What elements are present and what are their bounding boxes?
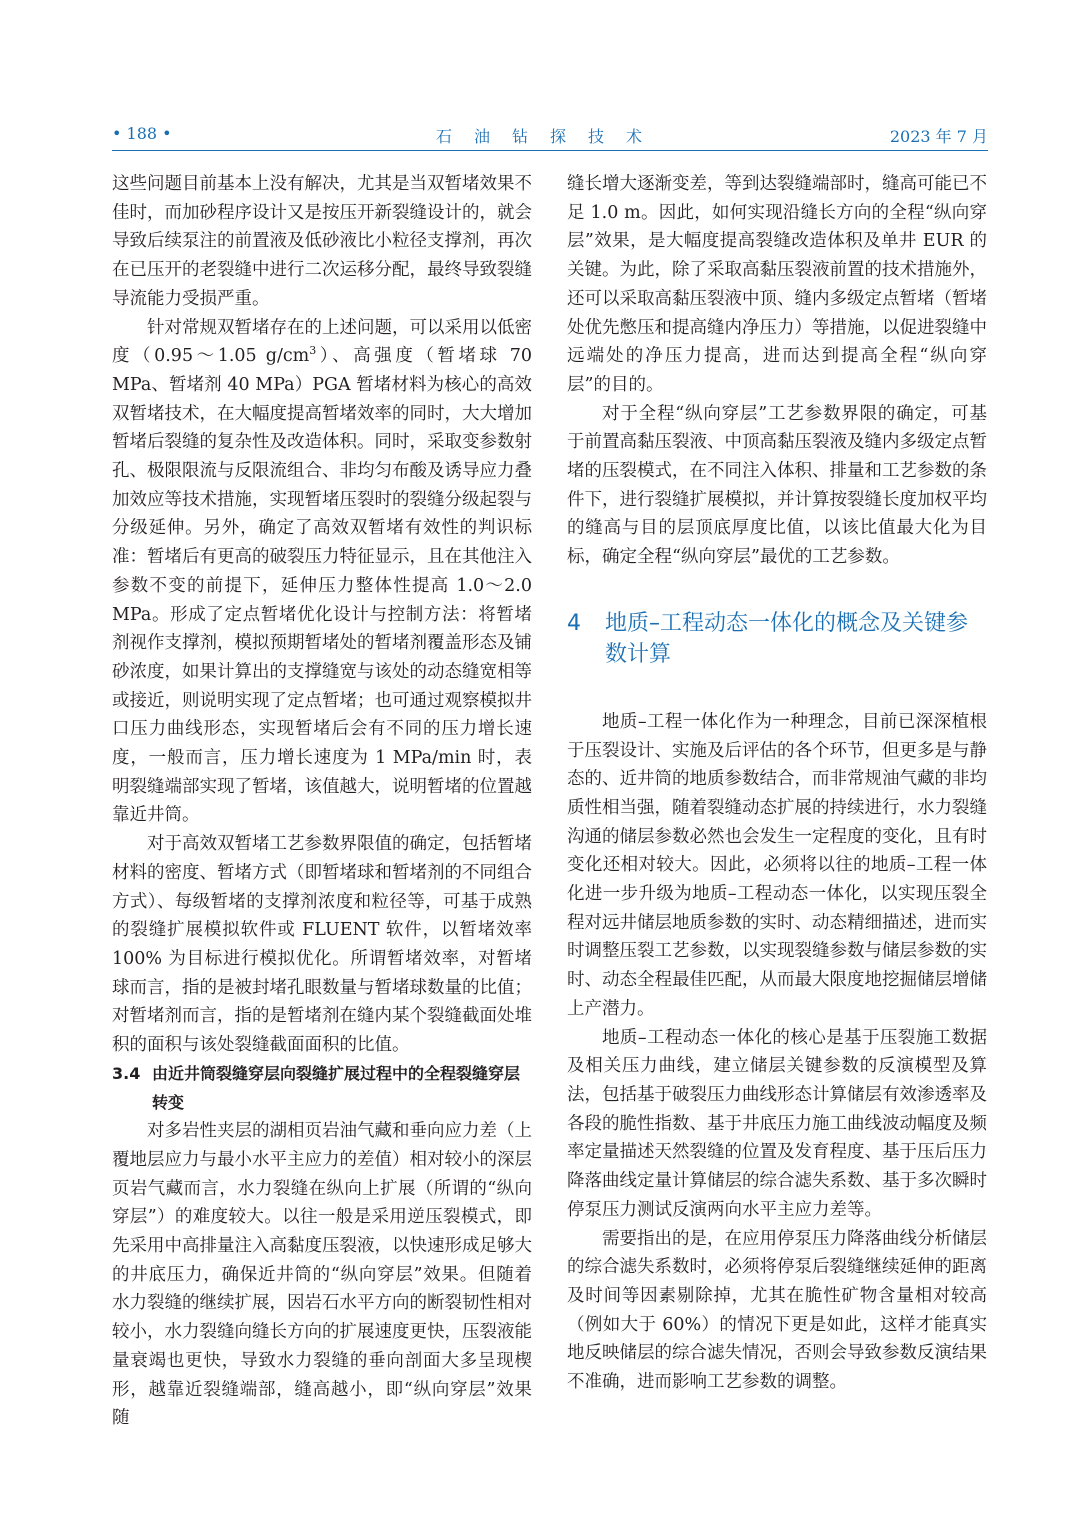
section-title: 地质–工程动态一体化的概念及关键参数计算 bbox=[605, 610, 969, 667]
paragraph: 对于全程“纵向穿层”工艺参数界限的确定，可基于前置高黏压裂液、中顶高黏压裂液及缝内多级定点暂堵的压裂模式，在不同注入体积、排量和工艺参数的条件下，进行裂缝扩展模拟，并计算按裂缝长度加权平均的缝高与目的层顶底厚度比值，以该比值最大化为目标，确定全程“纵向穿层”最优的工艺参数。 bbox=[567, 403, 987, 568]
subsection-title: 由近井筒裂缝穿层向裂缝扩展过程中的全程裂缝穿层转变 bbox=[152, 1063, 521, 1112]
paragraph: 这些问题目前基本上没有解决，尤其是当双暂堵效果不佳时，而加砂程序设计又是按压开新裂缝设计的，就会导致后续泵注的前置液及低砂液比小粒径支撑剂，再次在已压开的老裂缝中进行二次运移分配，最终导致裂缝导流能力受损严重。 bbox=[112, 174, 532, 309]
page-number: • 188 • bbox=[112, 124, 172, 143]
paragraph: 对多岩性夹层的湖相页岩油气藏和垂向应力差（上覆地层应力与最小水平主应力的差值）相对较小的深层页岩气藏而言，水力裂缝在纵向上扩展（所谓的“纵向穿层”）的难度较大。以往一般是采用逆压裂模式，即先采用中高排量注入高黏度压裂液，以快速形成足够大的井底压力，确保近井筒的“纵向穿层”效果。但随着水力裂缝的继续扩展，因岩石水平方向的断裂韧性相对较小，水力裂缝向缝长方向的扩展速度更快，压裂液能量衰竭也更快，导致水力裂缝的垂向剖面大多呈现楔形，越靠近裂缝端部，缝高越小，即“纵向穿层”效果随 bbox=[112, 1121, 532, 1429]
paragraph: 针对常规双暂堵存在的上述问题，可以采用以低密度（0.95～1.05 $g/cm^3$）、高强度（暂堵球 70 MPa、暂堵剂 40 MPa）PGA 暂堵材料为核心的高效双暂堵技术，在大幅度提高暂堵效率的同时，大大增加暂堵后裂缝的复杂性及改造体积。同时，采取变参数射孔、极限限流与反限流组合、非均匀布酸及诱导应力叠加效应等技术措施，实现暂堵压裂时的裂缝分级起裂与分级延伸。另外，确定了高效双暂堵有效性的判识标准：暂堵后有更高的破裂压力特征显示，且在其他注入参数不变的前提下，延伸压力整体性提高 1.0～2.0 MPa。形成了定点暂堵优化设计与控制方法：将暂堵剂视作支撑剂，模拟预期暂堵处的暂堵剂覆盖形态及铺砂浓度，如果计算出的支撑缝宽与该处的动态缝宽相等或接近，则说明实现了定点暂堵；也可通过观察模拟井口压力曲线形态，实现暂堵后会有不同的压力增长速度，一般而言，压力增长速度为 1 MPa/min 时，表明裂缝端部实现了暂堵，该值越大，说明暂堵的位置越靠近井筒。 bbox=[112, 317, 532, 826]
left-column bbox=[112, 170, 532, 1433]
journal-title: 石油钻探技术 bbox=[435, 127, 664, 146]
subsection-number: 3.4 bbox=[112, 1063, 141, 1083]
issue-date: 2023 年 7 月 bbox=[889, 127, 988, 146]
paragraph: 缝长增大逐渐变差，等到达裂缝端部时，缝高可能已不足 1.0 m。因此，如何实现沿缝长方向的全程“纵向穿层”效果，是大幅度提高裂缝改造体积及单井 EUR 的关键。为此，除了采取高黏压裂液前置的技术措施外，还可以采取高黏压裂液中顶、缝内多级定点暂堵（暂堵处优先憋压和提高缝内净压力）等措施，以促进裂缝中远端处的净压力提高，进而达到提高全程“纵向穿层”的目的。 bbox=[567, 174, 987, 395]
right-column bbox=[567, 170, 987, 1397]
running-header bbox=[112, 120, 988, 150]
paragraph: 地质–工程一体化作为一种理念，目前已深深植根于压裂设计、实施及后评估的各个环节，但更多是与静态的、近井筒的地质参数结合，而非常规油气藏的非均质性相当强，随着裂缝动态扩展的持续进行，水力裂缝沟通的储层参数必然也会发生一定程度的变化，且有时变化还相对较大。因此，必须将以往的地质–工程一体化进一步升级为地质–工程动态一体化，以实现压裂全程对远井储层地质参数的实时、动态精细描述，进而实时调整压裂工艺参数，以实现裂缝参数与储层参数的实时、动态全程最佳匹配，从而最大限度地挖掘储层增储上产潜力。 bbox=[567, 711, 987, 1019]
section-heading bbox=[567, 608, 987, 670]
paragraph: 地质–工程动态一体化的核心是基于压裂施工数据及相关压力曲线，建立储层关键参数的反演模型及算法，包括基于破裂压力曲线形态计算储层有效渗透率及各段的脆性指数、基于井底压力施工曲线波动幅度及频率定量描述天然裂缝的位置及发育程度、基于压后压力降落曲线定量计算储层的综合滤失系数、基于多次瞬时停泵压力测试反演两向水平主应力差等。 bbox=[567, 1027, 987, 1220]
superscript: 3 bbox=[309, 344, 317, 358]
section-number: 4 bbox=[567, 610, 581, 636]
paragraph: 需要指出的是，在应用停泵压力降落曲线分析储层的综合滤失系数时，必须将停泵后裂缝继续延伸的距离及时间等因素剔除掉，尤其在脆性矿物含量相对较高（例如大于 60%）的情况下更是如此，这样才能真实地反映储层的综合滤失情况，否则会导致参数反演结果不准确，进而影响工艺参数的调整。 bbox=[567, 1228, 987, 1393]
paragraph: 对于高效双暂堵工艺参数界限值的确定，包括暂堵材料的密度、暂堵方式（即暂堵球和暂堵剂的不同组合方式）、每级暂堵的支撑剂浓度和粒径等，可基于成熟的裂缝扩展模拟软件或 FLUENT 软件，以暂堵效率 100% 为目标进行模拟优化。所谓暂堵效率，对暂堵球而言，指的是被封堵孔眼数量与暂堵球数量的比值；对暂堵剂而言，指的是暂堵剂在缝内某个裂缝截面处堆积的面积与该处裂缝截面面积的比值。 bbox=[112, 834, 532, 1056]
subsection-heading bbox=[112, 1060, 532, 1117]
header-rule bbox=[112, 150, 988, 151]
